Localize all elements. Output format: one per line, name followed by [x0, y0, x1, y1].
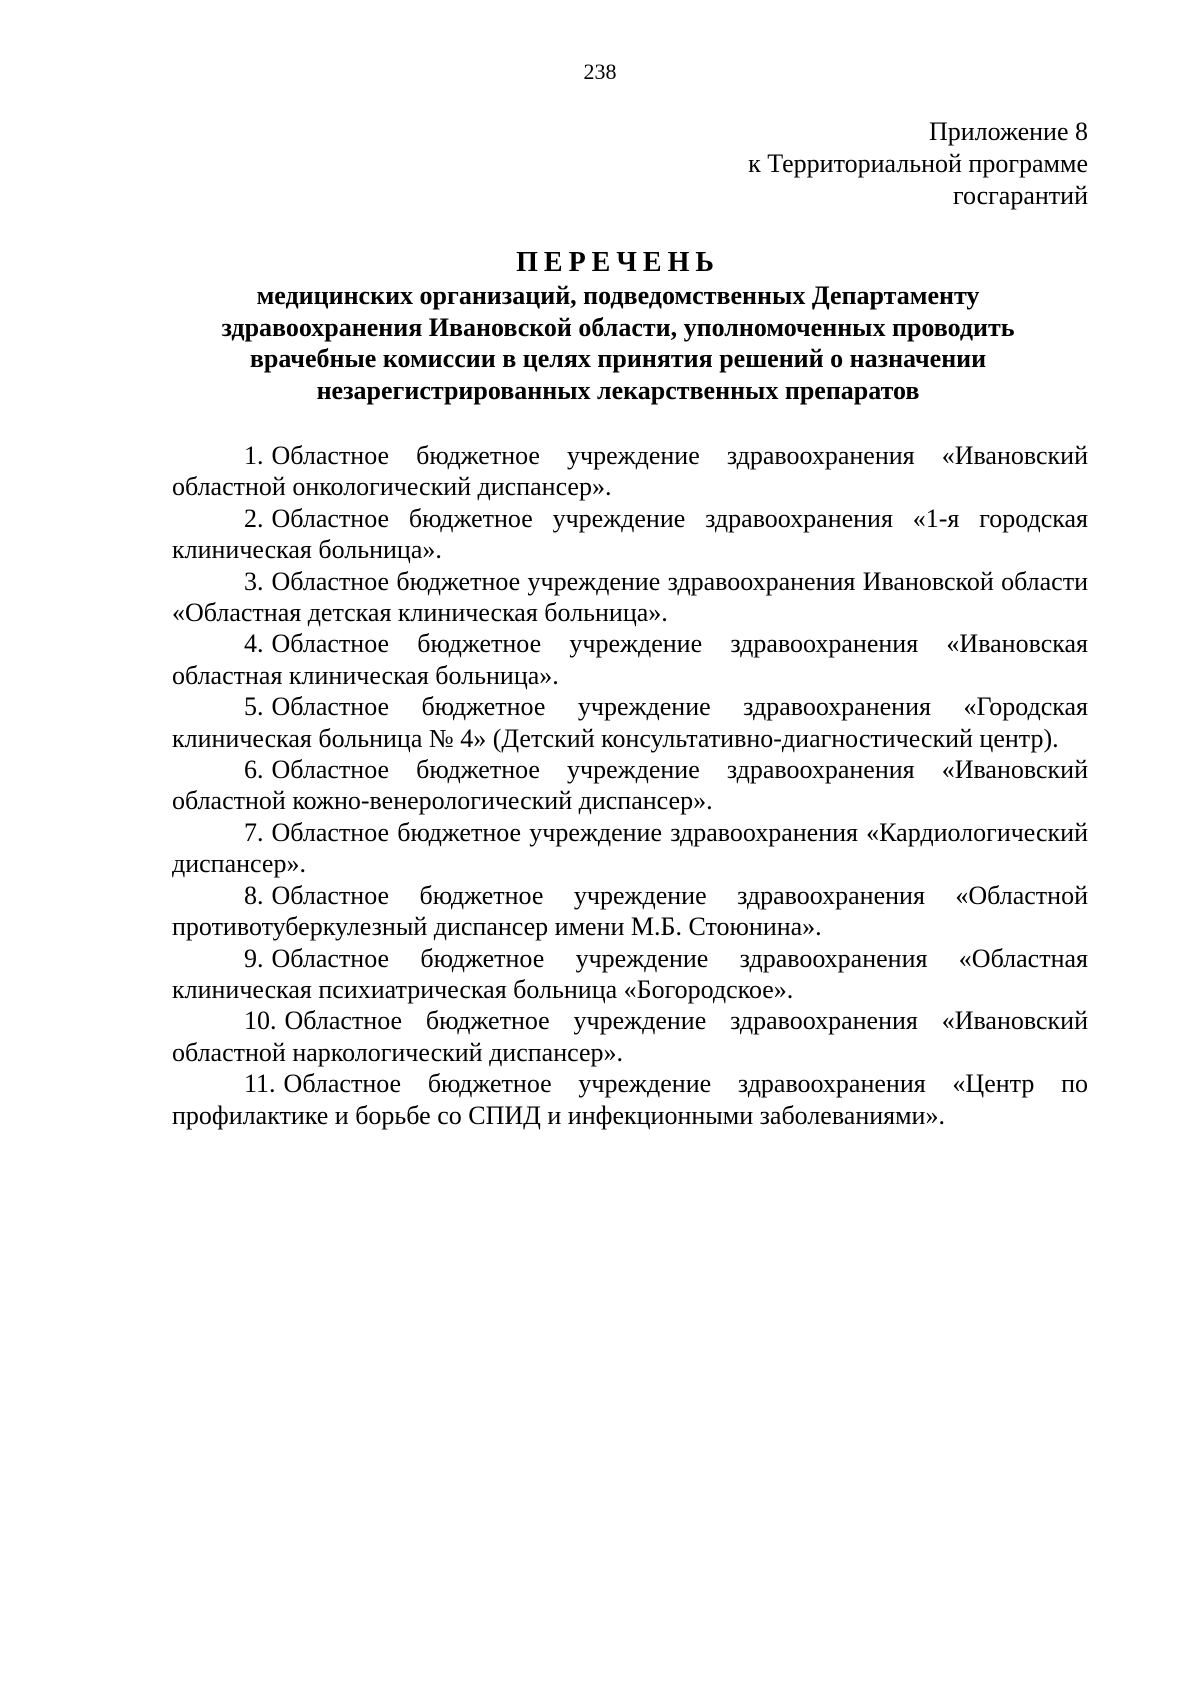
list-item-number: 10. [244, 1006, 277, 1036]
list-item-number: 8. [244, 880, 264, 910]
list-item-number: 7. [244, 817, 264, 847]
document-subtitle [150, 280, 1086, 406]
list-item-text: Областное бюджетное учреждение здравоохранения Ивановской области «Областная детская клиническая больница». [172, 566, 1088, 628]
list-item-text: Областное бюджетное учреждение здравоохранения «Ивановская областная клиническая больница». [172, 629, 1088, 690]
list-item-text: Областное бюджетное учреждение здравоохранения «Городская клиническая больница № 4» (Детский консультативно-диагностический центр). [172, 692, 1088, 753]
document-title-block [150, 246, 1086, 406]
list-item-text: Областное бюджетное учреждение здравоохранения «Центр по профилактике и борьбе со СПИД и инфекционными заболеваниями». [172, 1069, 1088, 1130]
list-item [172, 566, 1088, 629]
subtitle-line-2: здравоохранения Ивановской области, уполномоченных проводить [221, 312, 1015, 342]
subtitle-line-3: врачебные комиссии в целях принятия решений о назначении [249, 344, 987, 373]
list-item-number: 6. [244, 755, 264, 785]
list-item-text: Областное бюджетное учреждение здравоохранения «Ивановский областной кожно-венерологический диспансер». [172, 755, 1088, 816]
organizations-list [172, 440, 1088, 1131]
list-item [172, 628, 1088, 691]
appendix-line-3: госгарантий [952, 181, 1088, 210]
subtitle-line-4: незарегистрированных лекарственных препаратов [316, 375, 920, 405]
list-item [172, 1068, 1088, 1131]
list-item-number: 1. [244, 441, 264, 470]
subtitle-line-1: медицинских организаций, подведомственных Департаменту [256, 281, 980, 310]
list-item-text: Областное бюджетное учреждение здравоохранения «1-я городская клиническая больница». [172, 503, 1088, 565]
list-item-number: 11. [244, 1069, 276, 1099]
list-item-text: Областное бюджетное учреждение здравоохранения «Ивановский областной наркологический диспансер». [172, 1006, 1088, 1067]
list-item [172, 440, 1088, 503]
list-item-number: 4. [244, 629, 264, 659]
list-item [172, 943, 1088, 1006]
document-heading: ПЕРЕЧЕНЬ [516, 247, 720, 278]
appendix-line-2: к Территориальной программе [748, 149, 1088, 178]
list-item-number: 3. [244, 566, 264, 596]
page-number: 238 [583, 59, 617, 84]
list-item [172, 503, 1088, 566]
appendix-line-1: Приложение 8 [928, 117, 1088, 146]
list-item [172, 691, 1088, 754]
list-item-text: Областное бюджетное учреждение здравоохранения «Областной противотуберкулезный диспансер имени М.Б. Стоюнина». [172, 880, 1088, 942]
list-item-text: Областное бюджетное учреждение здравоохранения «Ивановский областной онкологический диспансер». [172, 441, 1088, 502]
list-item-number: 2. [244, 503, 264, 533]
list-item [172, 817, 1088, 880]
list-item-number: 5. [244, 692, 264, 722]
list-item-number: 9. [244, 943, 264, 973]
list-item-text: Областное бюджетное учреждение здравоохранения «Областная клиническая психиатрическая больница «Богородское». [172, 943, 1088, 1004]
list-item [172, 880, 1088, 943]
list-item [172, 1005, 1088, 1068]
appendix-reference [488, 116, 1088, 212]
list-item [172, 754, 1088, 817]
list-item-text: Областное бюджетное учреждение здравоохранения «Кардиологический диспансер». [172, 817, 1088, 879]
